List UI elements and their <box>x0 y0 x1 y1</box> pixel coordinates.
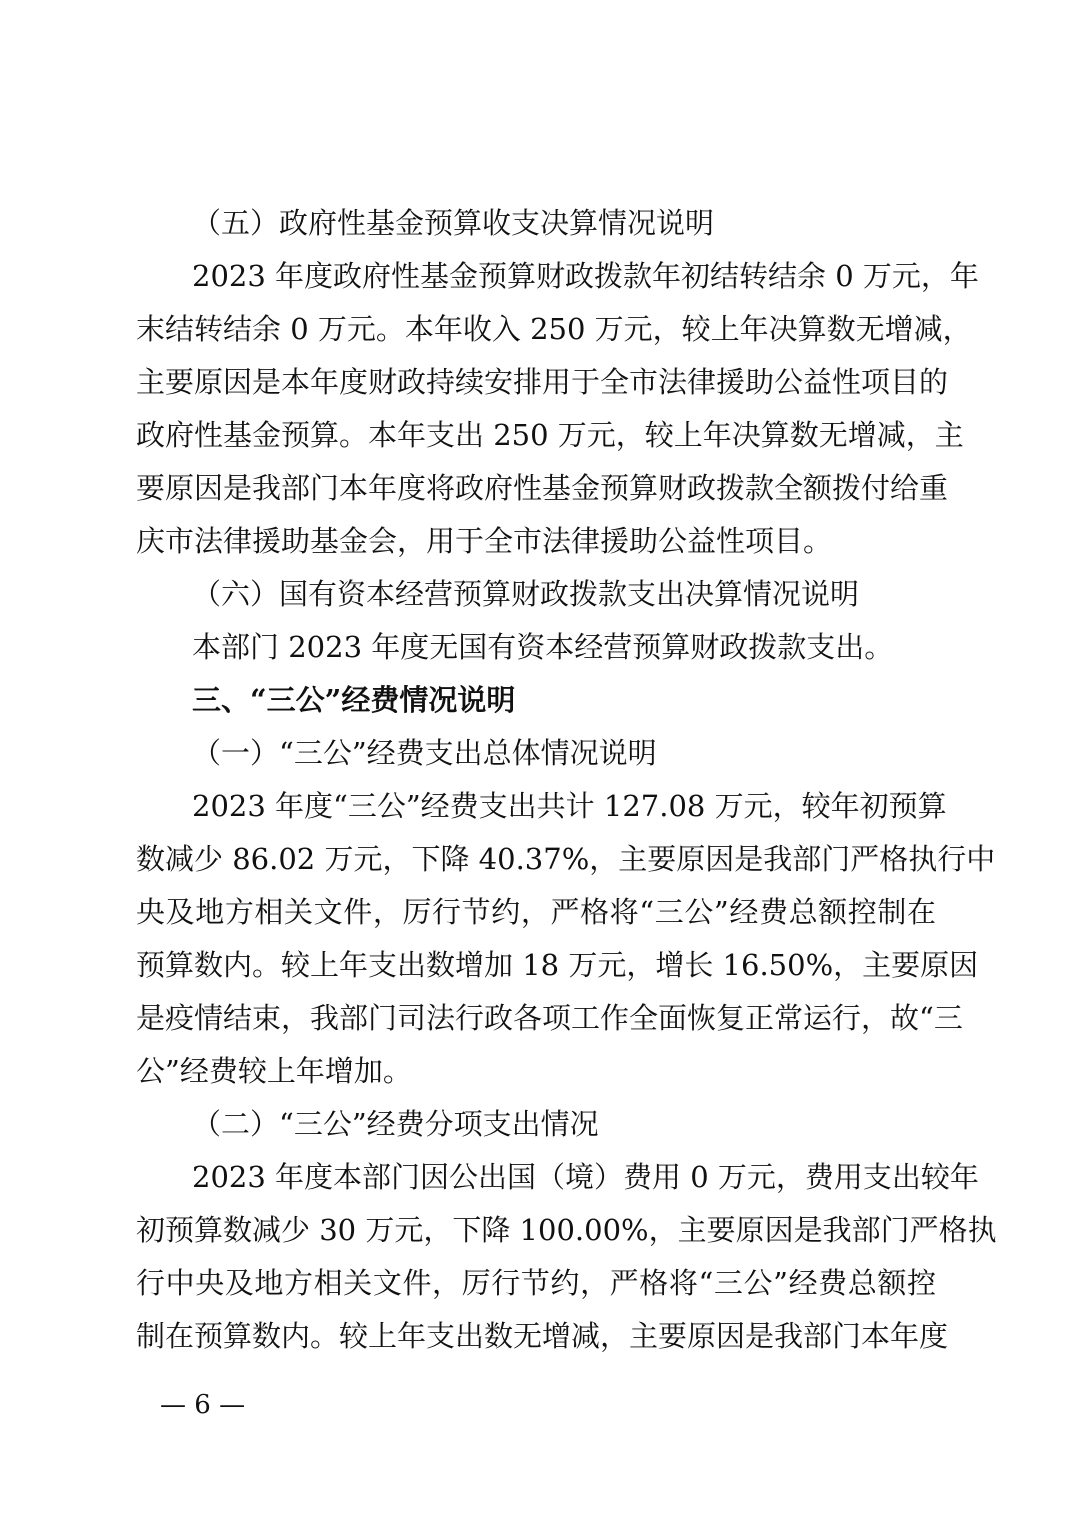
document-body <box>136 197 997 1363</box>
section-heading-5: （五）政府性基金预算收支决算情况说明 <box>192 206 715 240</box>
paragraph-line: 预算数内。较上年支出数增加 18 万元，增长 16.50%，主要原因 <box>136 948 979 982</box>
paragraph-line: 初预算数减少 30 万元，下降 100.00%，主要原因是我部门严格执 <box>136 1213 997 1247</box>
paragraph-line: 2023 年度政府性基金预算财政拨款年初结转结余 0 万元，年 <box>192 259 979 293</box>
paragraph-line: 要原因是我部门本年度将政府性基金预算财政拨款全额拨付给重 <box>136 471 949 505</box>
paragraph-line: 央及地方相关文件，厉行节约，严格将“三公”经费总额控制在 <box>136 895 936 929</box>
section-heading-3-1: （一）“三公”经费支出总体情况说明 <box>192 736 657 770</box>
paragraph-line: 数减少 86.02 万元，下降 40.37%，主要原因是我部门严格执行中 <box>136 842 996 876</box>
page-number: — 6 — <box>160 1390 246 1420</box>
paragraph-line: 政府性基金预算。本年支出 250 万元，较上年决算数无增减，主 <box>136 418 964 452</box>
section-heading-6: （六）国有资本经营预算财政拨款支出决算情况说明 <box>192 577 860 611</box>
chapter-heading-3: 三、“三公”经费情况说明 <box>192 683 516 717</box>
paragraph-line: 2023 年度本部门因公出国（境）费用 0 万元，费用支出较年 <box>192 1160 979 1194</box>
paragraph-line: 本部门 2023 年度无国有资本经营预算财政拨款支出。 <box>192 630 894 664</box>
paragraph-line: 制在预算数内。较上年支出数无增减，主要原因是我部门本年度 <box>136 1319 949 1353</box>
paragraph-line: 庆市法律援助基金会，用于全市法律援助公益性项目。 <box>136 524 833 558</box>
paragraph-line: 主要原因是本年度财政持续安排用于全市法律援助公益性项目的 <box>136 365 949 399</box>
section-heading-3-2: （二）“三公”经费分项支出情况 <box>192 1107 599 1141</box>
paragraph-line: 末结转结余 0 万元。本年收入 250 万元，较上年决算数无增减， <box>136 312 972 346</box>
paragraph-line: 公”经费较上年增加。 <box>136 1054 412 1088</box>
paragraph-line: 是疫情结束，我部门司法行政各项工作全面恢复正常运行，故“三 <box>136 1001 963 1035</box>
paragraph-line: 行中央及地方相关文件，厉行节约，严格将“三公”经费总额控 <box>136 1266 936 1300</box>
paragraph-line: 2023 年度“三公”经费支出共计 127.08 万元，较年初预算 <box>192 789 947 823</box>
